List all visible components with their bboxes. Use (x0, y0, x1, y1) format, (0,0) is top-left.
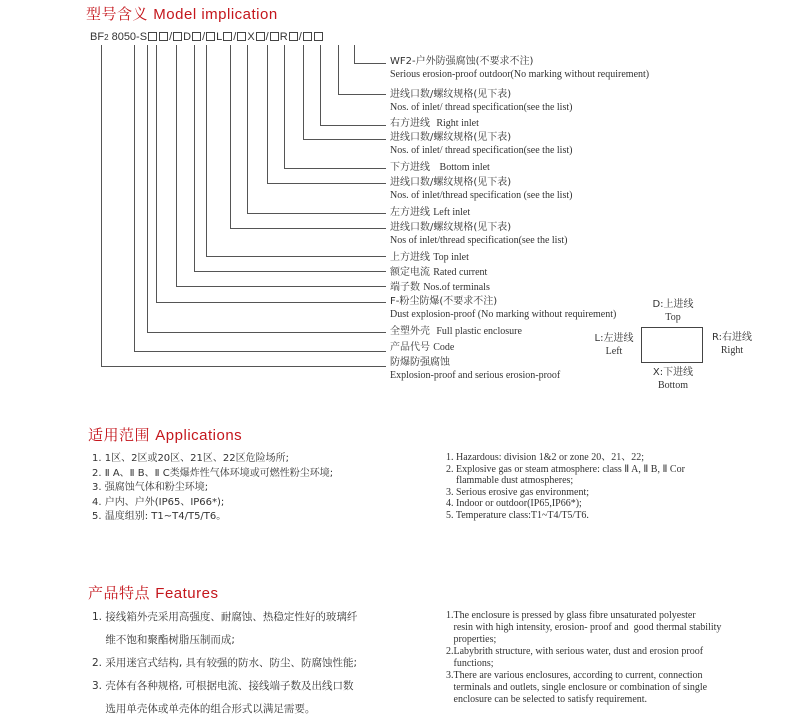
list-item: 1. Hazardous: division 1&2 or zone 20、21、22; (446, 452, 645, 463)
list-item: 2. Ⅱ A、Ⅱ B、Ⅱ C类爆炸性气体环境或可燃性粉尘环境; (92, 467, 334, 479)
model-code: BF2 8050-S / D / L / X / R / (90, 31, 324, 43)
list-item: 2. 采用迷宫式结构, 具有较强的防水、防尘、防腐蚀性能; (92, 657, 358, 669)
label-plastic-enclosure: 全塑外壳 Full plastic enclosure (390, 326, 522, 337)
list-item: 3. Serious erosive gas environment; (446, 486, 590, 498)
model-title-cn: 型号含义 (86, 5, 149, 23)
label-wf2: WF2-户外防强腐蚀(不要求不注) Serious erosion-proof outdoor(No marking without requirement) (390, 56, 650, 80)
list-item: functions; (446, 658, 494, 669)
features-title-cn: 产品特点 (88, 584, 151, 602)
label-top-inlet-spec: 进线口数/螺纹规格(见下表) Nos of inlet/thread specification(see the list) (390, 222, 568, 246)
list-item: 5. 温度组别: T1~T4/T5/T6。 (92, 511, 227, 522)
label-dust-proof: F-粉尘防爆(不要求不注) Dust explosion-proof (No marking without requirement) (390, 296, 617, 320)
label-terminals: 端子数 Nos.of terminals (390, 282, 490, 293)
model-section-title (86, 3, 278, 24)
list-item: 1. 接线箱外壳采用高强度、耐腐蚀、热稳定性好的玻璃纤 (92, 611, 358, 623)
applications-title-en: Applications (155, 427, 243, 444)
label-right-inlet-spec: 进线口数/螺纹规格(见下表) Nos. of inlet/ thread specification(see the list) (390, 89, 573, 113)
applications-cn-list (92, 452, 333, 525)
features-section-title (88, 582, 219, 603)
model-title-en: Model implication (153, 6, 278, 23)
list-item: 2. Explosive gas or steam atmosphere: class Ⅱ A, Ⅱ B, Ⅱ Cor (446, 463, 685, 475)
list-item: 3.There are various enclosures, according to current, connection (446, 670, 703, 681)
diagram-top: D:上进线 Top (652, 299, 694, 323)
list-item: 3. 壳体有各种规格, 可根据电流、接线端子数及出线口数 (92, 680, 354, 692)
list-item: properties; (446, 634, 497, 645)
list-item: 4. Indoor or outdoor(IP65,IP66*); (446, 498, 582, 509)
list-item: 4. 户内、户外(IP65、IP66*); (92, 496, 225, 508)
list-item: 选用单壳体或单壳体的组合形式以满足需要。 (92, 703, 316, 715)
diagram-right: R:右进线 Right (711, 332, 752, 356)
label-bottom-inlet: 下方进线 Bottom inlet (390, 162, 490, 173)
diagram-left: L:左进线 Left (594, 333, 634, 357)
list-item: resin with high intensity, erosion- proof and good thermal stability (446, 622, 722, 633)
diagram-bottom: X:下进线 Bottom (652, 367, 694, 391)
label-top-inlet: 上方进线 Top inlet (390, 252, 469, 263)
label-left-inlet-spec: 进线口数/螺纹规格(见下表) Nos. of inlet/thread specification (see the list) (390, 177, 573, 201)
list-item: terminals and outlets, single enclosure or combination of single (446, 682, 708, 693)
label-right-inlet: 右方进线 Right inlet (390, 118, 479, 129)
list-item: flammable dust atmospheres; (446, 475, 574, 486)
applications-en-list (446, 452, 685, 521)
features-cn-list (92, 606, 357, 721)
features-title-en: Features (155, 585, 219, 602)
applications-title-cn: 适用范围 (88, 426, 151, 444)
enclosure-diagram-box (641, 327, 703, 363)
list-item: enclosure can be selected to satisfy requirement. (446, 694, 648, 705)
list-item: 5. Temperature class:T1~T4/T5/T6. (446, 509, 589, 521)
list-item: 维不饱和聚酯树脂压制而成; (92, 634, 235, 646)
features-en-list (446, 610, 721, 706)
list-item: 1. 1区、2区或20区、21区、22区危险场所; (92, 453, 289, 464)
applications-section-title (88, 424, 242, 445)
label-rated-current: 额定电流 Rated current (390, 267, 488, 278)
list-item: 2.Labybrith structure, with serious water, dust and erosion proof (446, 646, 704, 657)
list-item: 1.The enclosure is pressed by glass fibre unsaturated polyester (446, 610, 696, 621)
label-explosion-proof: 防爆防强腐蚀 Explosion-proof and serious erosion-proof (390, 357, 561, 381)
list-item: 3. 强腐蚀气体和粉尘环境; (92, 482, 209, 493)
label-code: 产品代号 Code (390, 342, 455, 353)
label-left-inlet: 左方进线 Left inlet (390, 207, 471, 218)
label-bottom-inlet-spec: 进线口数/螺纹规格(见下表) Nos. of inlet/ thread specification(see the list) (390, 132, 573, 156)
